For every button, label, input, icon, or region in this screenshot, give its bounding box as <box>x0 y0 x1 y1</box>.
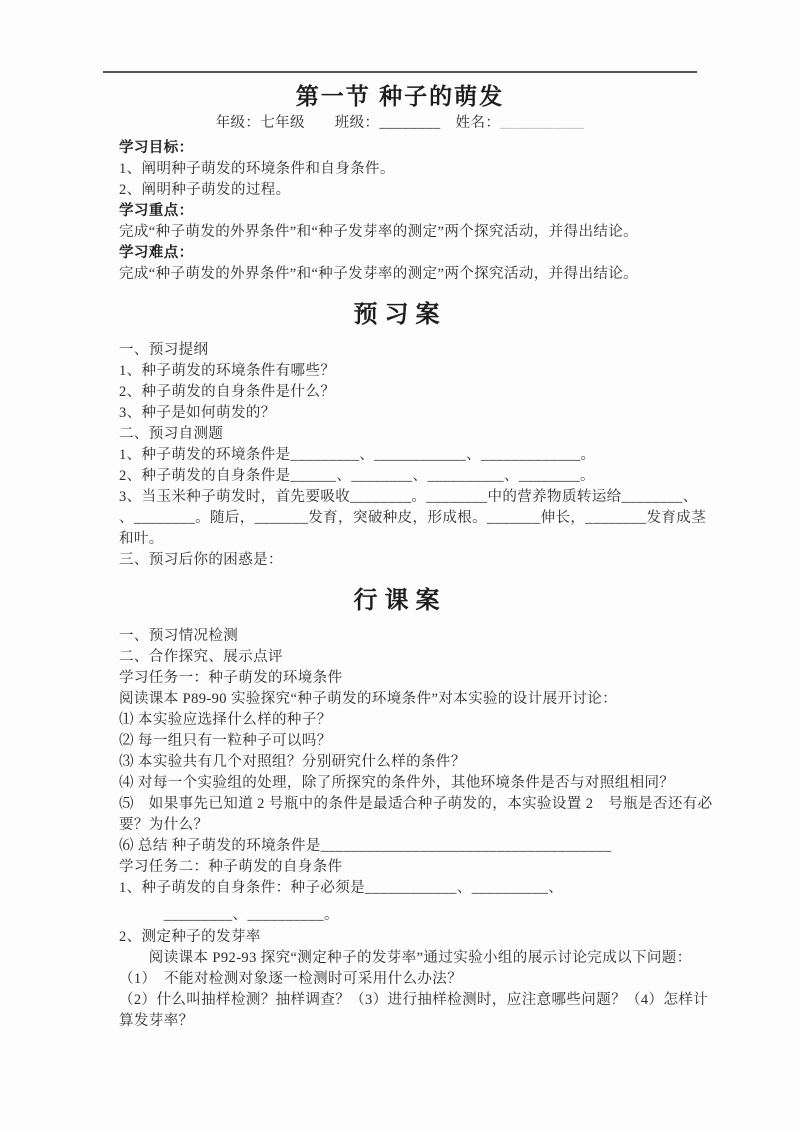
task1-question-4: ⑷ 对每一个实验组的处理，除了所探究的条件外，其他环境条件是否与对照组相同？ <box>119 775 675 791</box>
task1-heading: 学习任务一：种子萌发的环境条件 <box>119 670 343 686</box>
objective-item-1: 1、阐明种子萌发的环境条件和自身条件。 <box>119 161 395 177</box>
selftest-heading: 二、预习自测题 <box>119 426 224 442</box>
task1-intro: 阅读课本 P89-90 实验探究“种子萌发的环境条件”对本实验的设计展开讨论： <box>119 691 618 707</box>
difficulties-heading: 学习难点： <box>119 245 194 261</box>
header-rule <box>103 71 697 73</box>
key-points-heading: 学习重点： <box>119 203 194 219</box>
selftest-line-4: 、________。随后，_______发育，突破种皮，形成根。_______伸长，________发育成茎 <box>119 510 707 526</box>
task2-question-2: （2）什么叫抽样检测？抽样调查？（3）进行抽样检测时，应注意哪些问题？（4）怎样计 <box>119 992 709 1008</box>
task2-heading: 学习任务二：种子萌发的自身条件 <box>119 859 343 875</box>
selftest-line-3: 3、当玉米种子萌发时，首先要吸收________。________中的营养物质转运给________、 <box>119 489 698 505</box>
task2-item-1-blanks: _________、__________。 <box>119 907 339 923</box>
selftest-line-2: 2、种子萌发的自身条件是______、________、__________、________。 <box>119 468 595 484</box>
preview-section-title: 预习案 <box>353 301 447 328</box>
preview-outline-item-2: 2、种子萌发的自身条件是什么？ <box>119 384 336 400</box>
difficulties-text: 完成“种子萌发的外界条件”和“种子发芽率的测定”两个探究活动，并得出结论。 <box>119 266 639 282</box>
task2-intro: 阅读课本 P92-93 探究“测定种子的发芽率”通过实验小组的展示讨论完成以下问题： <box>119 950 692 966</box>
lesson-section-item-2: 二、合作探究、展示点评 <box>119 649 283 665</box>
preview-outline-item-1: 1、种子萌发的环境条件有哪些？ <box>119 363 336 379</box>
objective-item-2: 2、阐明种子萌发的过程。 <box>119 182 291 198</box>
preview-outline-item-3: 3、种子是如何萌发的？ <box>119 405 276 421</box>
selftest-line-1: 1、种子萌发的环境条件是_________、____________、_____________。 <box>119 447 596 463</box>
task2-question-2-wrap: 算发芽率？ <box>119 1013 194 1029</box>
page-title: 第一节 种子的萌发 <box>295 83 505 109</box>
task1-question-5: ⑸ 如果事先已知道 2 号瓶中的条件是最适合种子萌发的，本实验设置 2 号瓶是否还有必 <box>119 796 713 812</box>
grade-class-text: 年级：七年级 班级：________ 姓名： <box>215 115 501 131</box>
task2-item-1: 1、种子萌发的自身条件：种子必须是____________、__________、 <box>119 880 564 896</box>
task1-question-1: ⑴ 本实验应选择什么样的种子？ <box>119 712 332 728</box>
selftest-line-5: 和叶。 <box>119 531 164 547</box>
confusion-heading: 三、预习后你的困惑是： <box>119 552 283 568</box>
student-info-line <box>0 113 800 134</box>
task1-question-5-wrap: 要？为什么？ <box>119 817 209 833</box>
task1-question-2: ⑵ 每一组只有一粒种子可以吗？ <box>119 733 332 749</box>
task1-question-3: ⑶ 本实验共有几个对照组？分别研究什么样的条件？ <box>119 754 466 770</box>
task1-question-6: ⑹ 总结 种子萌发的环境条件是______________________________________ <box>119 838 612 854</box>
task2-item-2: 2、测定种子的发芽率 <box>119 929 261 945</box>
preview-outline-heading: 一、预习提纲 <box>119 342 209 358</box>
objectives-heading: 学习目标： <box>119 140 194 156</box>
lesson-section-item-1: 一、预习情况检测 <box>119 628 239 644</box>
student-name-blank: ___________ <box>500 115 585 131</box>
key-points-text: 完成“种子萌发的外界条件”和“种子发芽率的测定”两个探究活动，并得出结论。 <box>119 224 639 240</box>
lesson-section-title: 行课案 <box>353 587 447 614</box>
task2-question-1: （1） 不能对检测对象逐一检测时可采用什么办法？ <box>119 971 463 987</box>
